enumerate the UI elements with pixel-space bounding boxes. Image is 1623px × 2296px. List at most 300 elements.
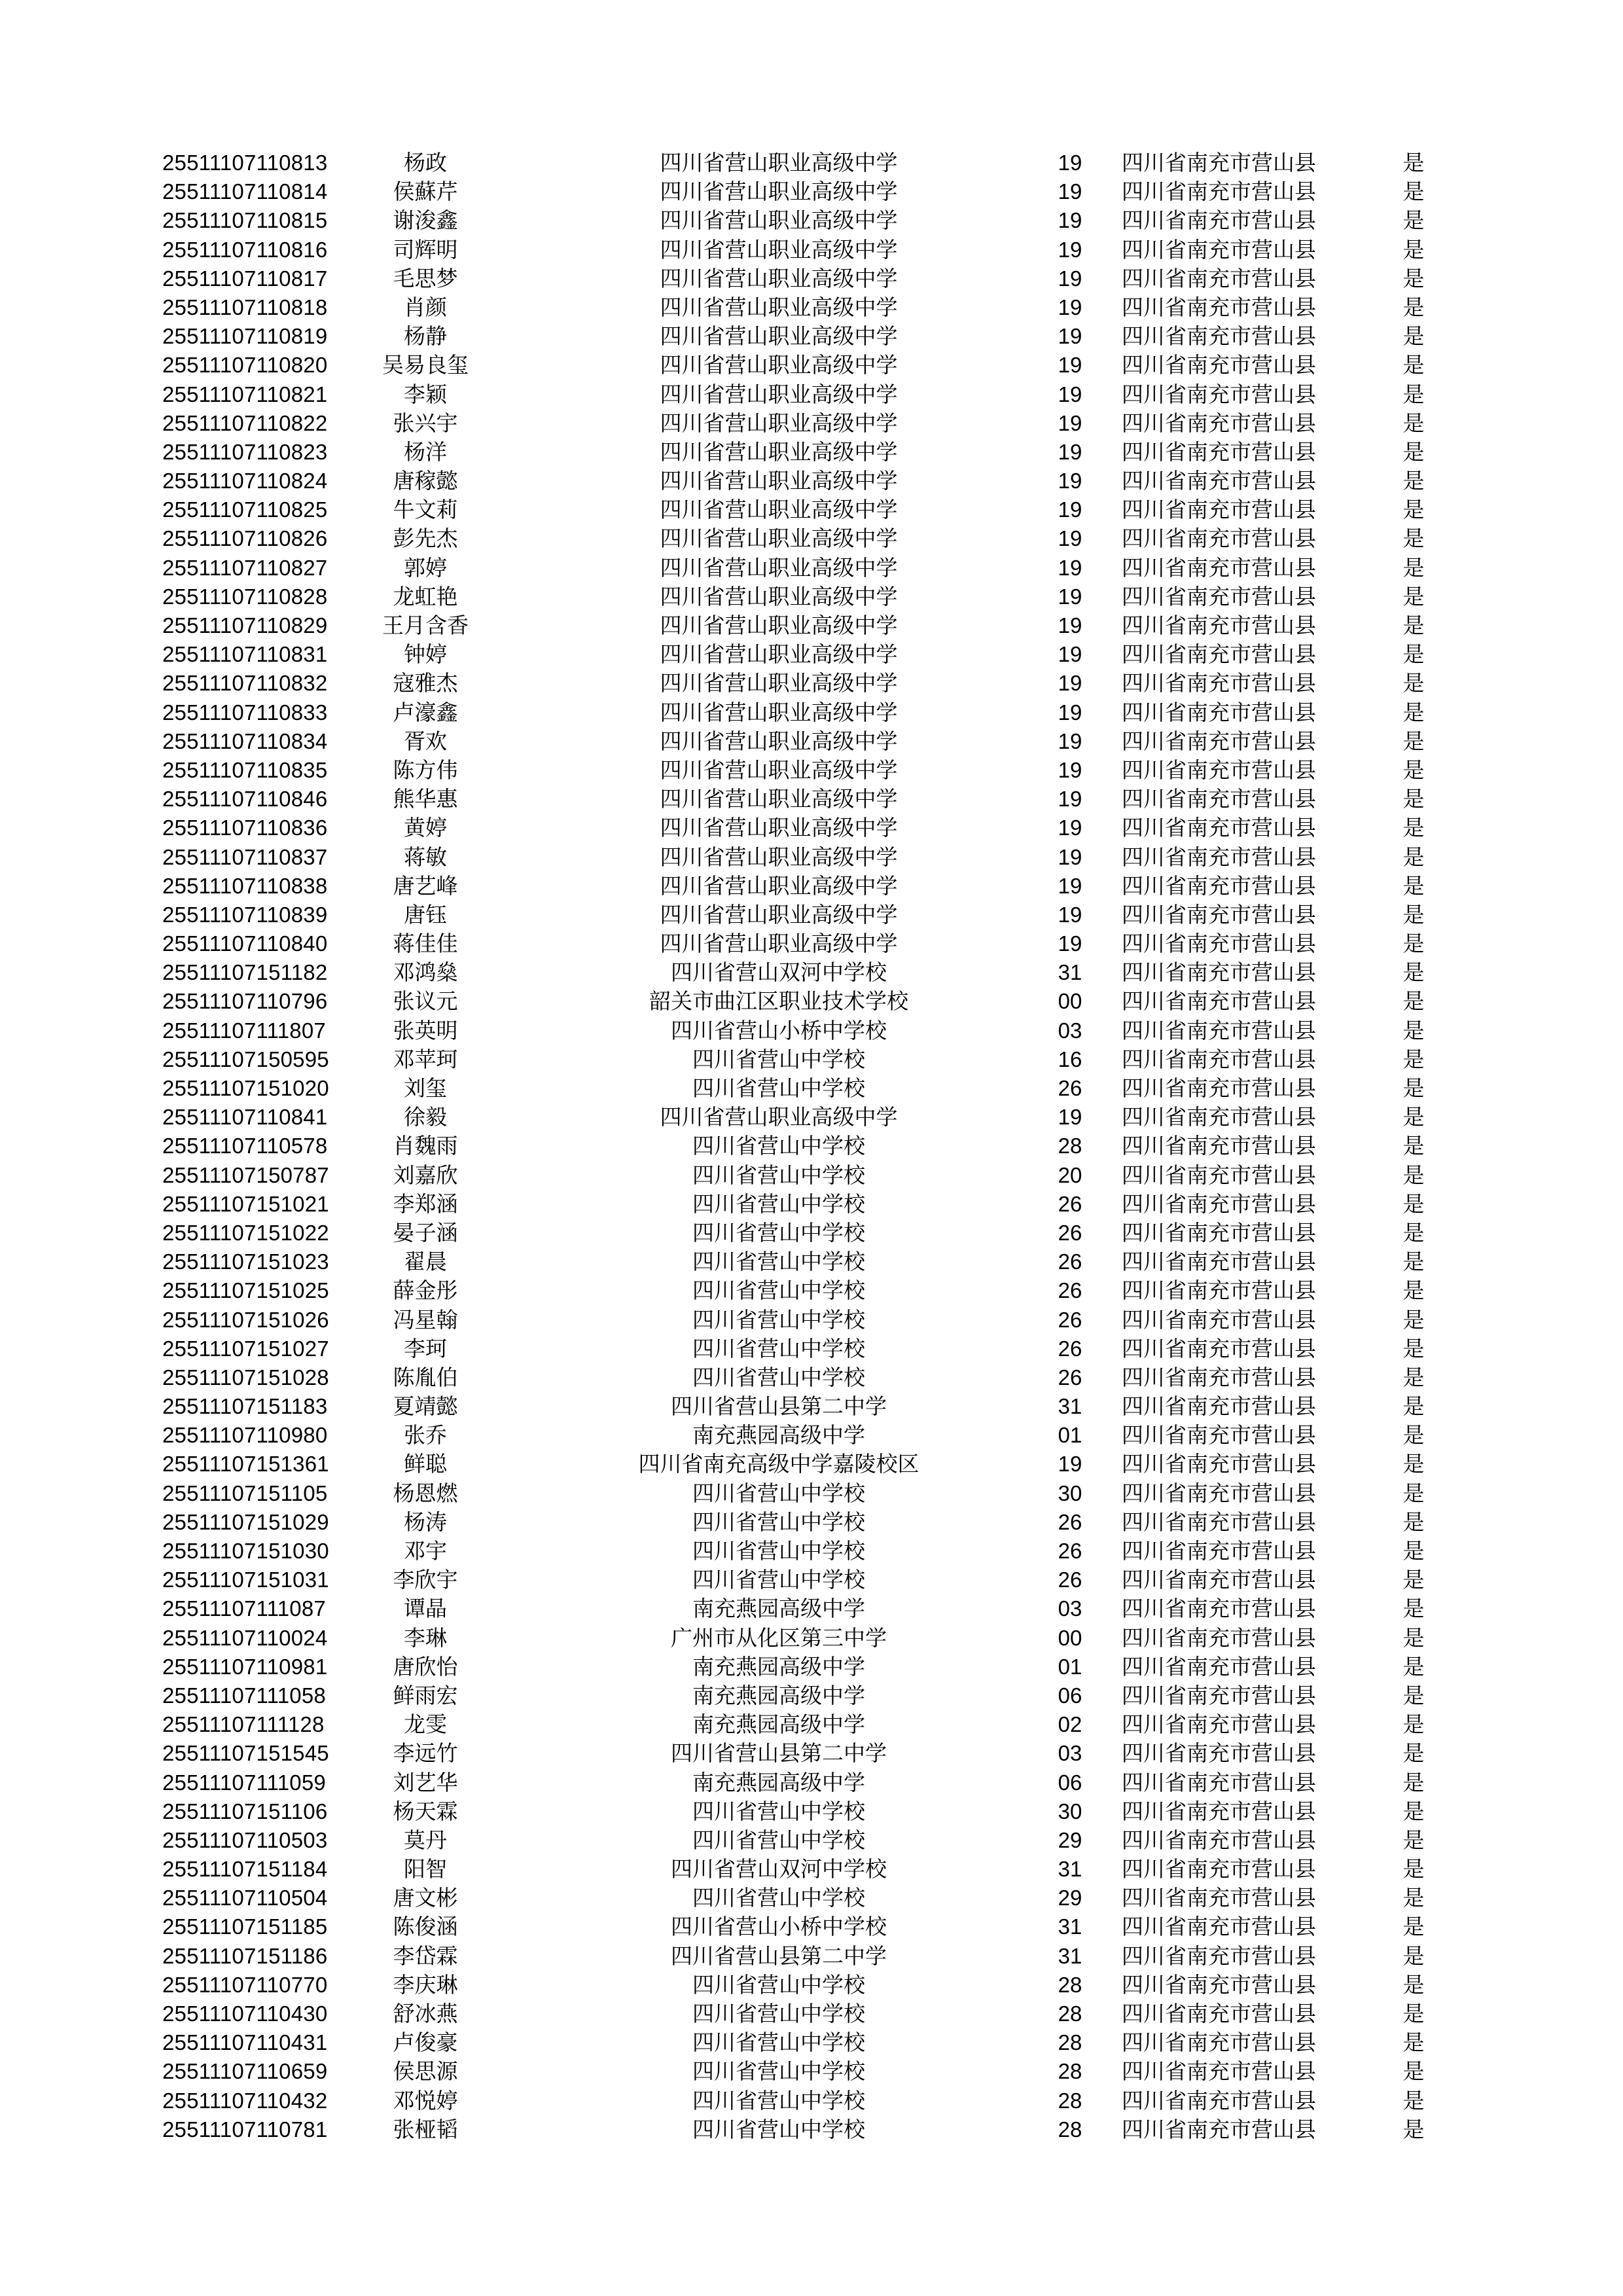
table-row (0, 322, 1623, 351)
student-id-cell: 25511107151106 (162, 1799, 328, 1823)
student-id-cell: 25511107110825 (162, 497, 328, 522)
student-name-cell: 侯蘇芹 (393, 179, 458, 205)
status-flag-cell: 是 (1402, 1769, 1425, 1795)
status-flag-cell: 是 (1402, 265, 1425, 291)
region-cell: 四川省南充市营山县 (1122, 526, 1316, 552)
status-flag-cell: 是 (1402, 207, 1425, 234)
student-id-cell: 25511107110818 (162, 295, 328, 319)
class-code-cell: 19 (1058, 266, 1082, 291)
school-name-cell: 四川省营山职业高级中学 (660, 439, 898, 465)
table-row (0, 2057, 1623, 2086)
table-row (0, 2115, 1623, 2144)
student-id-cell: 25511107110836 (162, 816, 328, 840)
student-name-cell: 李庆琳 (393, 1971, 458, 1998)
class-code-cell: 31 (1058, 1943, 1082, 1968)
table-row (0, 958, 1623, 987)
class-code-cell: 26 (1058, 1278, 1082, 1303)
table-row (0, 1739, 1623, 1768)
class-code-cell: 30 (1058, 1799, 1082, 1823)
student-name-cell: 卢濠鑫 (393, 699, 458, 725)
status-flag-cell: 是 (1402, 1596, 1425, 1622)
region-cell: 四川省南充市营山县 (1122, 207, 1316, 234)
table-row (0, 872, 1623, 901)
school-name-cell: 韶关市曲江区职业技术学校 (649, 988, 908, 1014)
school-name-cell: 南充燕园高级中学 (692, 1712, 865, 1738)
region-cell: 四川省南充市营山县 (1122, 1798, 1316, 1824)
class-code-cell: 06 (1058, 1683, 1082, 1708)
table-row (0, 1508, 1623, 1537)
student-name-cell: 舒冰燕 (393, 2001, 458, 2026)
class-code-cell: 19 (1058, 757, 1082, 782)
status-flag-cell: 是 (1402, 1422, 1425, 1448)
class-code-cell: 28 (1058, 2088, 1082, 2113)
table-row (0, 901, 1623, 929)
school-name-cell: 南充燕园高级中学 (692, 1769, 865, 1795)
student-id-cell: 25511107110839 (162, 902, 328, 927)
status-flag-cell: 是 (1402, 583, 1425, 609)
student-id-cell: 25511107151022 (162, 1220, 329, 1245)
region-cell: 四川省南充市营山县 (1122, 1335, 1316, 1361)
class-code-cell: 19 (1058, 671, 1082, 696)
class-code-cell: 26 (1058, 1307, 1082, 1332)
class-code-cell: 19 (1058, 469, 1082, 493)
student-name-cell: 唐钰 (404, 901, 447, 927)
region-cell: 四川省南充市营山县 (1122, 1133, 1316, 1159)
student-name-cell: 鲜聪 (404, 1451, 447, 1477)
region-cell: 四川省南充市营山县 (1122, 2001, 1316, 2026)
region-cell: 四川省南充市营山县 (1122, 931, 1316, 957)
status-flag-cell: 是 (1402, 1162, 1425, 1188)
region-cell: 四川省南充市营山县 (1122, 844, 1316, 870)
status-flag-cell: 是 (1402, 1393, 1425, 1420)
status-flag-cell: 是 (1402, 1335, 1425, 1361)
class-code-cell: 28 (1058, 2117, 1082, 2142)
student-id-cell: 25511107110024 (162, 1625, 328, 1650)
class-code-cell: 01 (1058, 1654, 1082, 1679)
table-row (0, 1103, 1623, 1132)
class-code-cell: 26 (1058, 1568, 1082, 1592)
school-name-cell: 四川省营山中学校 (692, 2087, 865, 2113)
student-name-cell: 徐毅 (404, 1104, 447, 1130)
student-id-cell: 25511107151186 (162, 1943, 328, 1968)
class-code-cell: 19 (1058, 1452, 1082, 1477)
status-flag-cell: 是 (1402, 1364, 1425, 1390)
status-flag-cell: 是 (1402, 2030, 1425, 2056)
region-cell: 四川省南充市营山县 (1122, 1856, 1316, 1882)
student-name-cell: 蒋敏 (404, 844, 447, 870)
school-name-cell: 四川省营山中学校 (692, 1046, 865, 1072)
class-code-cell: 30 (1058, 1480, 1082, 1505)
student-id-cell: 25511107111128 (162, 1712, 325, 1737)
table-row (0, 1016, 1623, 1045)
class-code-cell: 19 (1058, 873, 1082, 898)
table-row (0, 929, 1623, 958)
student-id-cell: 25511107151021 (162, 1191, 329, 1216)
student-name-cell: 刘嘉欣 (393, 1162, 458, 1188)
table-row (0, 814, 1623, 842)
student-id-cell: 25511107110980 (162, 1423, 328, 1448)
class-code-cell: 19 (1058, 295, 1082, 319)
status-flag-cell: 是 (1402, 1653, 1425, 1679)
status-flag-cell: 是 (1402, 381, 1425, 407)
school-name-cell: 四川省营山中学校 (692, 2116, 865, 2142)
student-name-cell: 邓苹珂 (393, 1046, 458, 1072)
student-id-cell: 25511107151182 (162, 960, 328, 985)
school-name-cell: 四川省营山中学校 (692, 1971, 865, 1998)
region-cell: 四川省南充市营山县 (1122, 786, 1316, 812)
student-id-cell: 25511107110838 (162, 873, 328, 898)
region-cell: 四川省南充市营山县 (1122, 1451, 1316, 1477)
region-cell: 四川省南充市营山县 (1122, 1249, 1316, 1275)
school-name-cell: 四川省营山县第二中学 (671, 1740, 887, 1767)
table-row (0, 438, 1623, 467)
student-name-cell: 阳智 (404, 1856, 447, 1882)
student-id-cell: 25511107111058 (162, 1683, 326, 1708)
status-flag-cell: 是 (1402, 526, 1425, 552)
table-row (0, 1942, 1623, 1971)
student-id-cell: 25511107110821 (162, 382, 328, 406)
school-name-cell: 南充燕园高级中学 (692, 1422, 865, 1448)
class-code-cell: 19 (1058, 816, 1082, 840)
region-cell: 四川省南充市营山县 (1122, 1914, 1316, 1940)
table-row (0, 1074, 1623, 1103)
region-cell: 四川省南充市营山县 (1122, 1509, 1316, 1535)
class-code-cell: 26 (1058, 1220, 1082, 1245)
table-row (0, 1335, 1623, 1363)
table-row (0, 2000, 1623, 2028)
status-flag-cell: 是 (1402, 1191, 1425, 1217)
table-row (0, 1537, 1623, 1566)
class-code-cell: 20 (1058, 1162, 1082, 1187)
table-row (0, 1826, 1623, 1855)
status-flag-cell: 是 (1402, 901, 1425, 927)
table-row (0, 206, 1623, 235)
student-name-cell: 张议元 (393, 988, 458, 1014)
student-id-cell: 25511107110823 (162, 439, 328, 464)
class-code-cell: 28 (1058, 2001, 1082, 2026)
school-name-cell: 四川省营山职业高级中学 (660, 931, 898, 957)
school-name-cell: 四川省营山职业高级中学 (660, 294, 898, 320)
status-flag-cell: 是 (1402, 410, 1425, 436)
student-name-cell: 杨天霖 (393, 1798, 458, 1824)
student-name-cell: 杨静 (404, 323, 447, 350)
school-name-cell: 南充燕园高级中学 (692, 1653, 865, 1679)
table-row (0, 640, 1623, 669)
table-row (0, 1045, 1623, 1074)
status-flag-cell: 是 (1402, 1971, 1425, 1998)
student-id-cell: 25511107150787 (162, 1162, 329, 1187)
student-name-cell: 张英明 (393, 1017, 458, 1043)
region-cell: 四川省南充市营山县 (1122, 1769, 1316, 1795)
student-name-cell: 刘玺 (404, 1075, 447, 1101)
school-name-cell: 四川省营山中学校 (692, 1249, 865, 1275)
status-flag-cell: 是 (1402, 323, 1425, 350)
student-id-cell: 25511107110835 (162, 757, 328, 782)
region-cell: 四川省南充市营山县 (1122, 1827, 1316, 1853)
status-flag-cell: 是 (1402, 1827, 1425, 1853)
student-id-cell: 25511107151020 (162, 1076, 329, 1100)
table-row (0, 843, 1623, 872)
student-name-cell: 张兴宇 (393, 410, 458, 436)
region-cell: 四川省南充市营山县 (1122, 352, 1316, 378)
school-name-cell: 四川省营山职业高级中学 (660, 497, 898, 523)
status-flag-cell: 是 (1402, 179, 1425, 205)
region-cell: 四川省南充市营山县 (1122, 901, 1316, 927)
student-name-cell: 蒋佳佳 (393, 931, 458, 957)
school-name-cell: 四川省营山中学校 (692, 2058, 865, 2085)
region-cell: 四川省南充市营山县 (1122, 2058, 1316, 2085)
school-name-cell: 四川省营山职业高级中学 (660, 410, 898, 436)
table-row (0, 1971, 1623, 2000)
student-id-cell: 25511107110770 (162, 1972, 328, 1997)
table-row (0, 1710, 1623, 1739)
student-name-cell: 彭先杰 (393, 526, 458, 552)
table-row (0, 554, 1623, 583)
region-cell: 四川省南充市营山县 (1122, 439, 1316, 465)
region-cell: 四川省南充市营山县 (1122, 872, 1316, 899)
student-id-cell: 25511107151031 (162, 1568, 329, 1592)
school-name-cell: 四川省营山职业高级中学 (660, 901, 898, 927)
student-id-cell: 25511107110819 (162, 324, 328, 349)
region-cell: 四川省南充市营山县 (1122, 1480, 1316, 1506)
student-name-cell: 李琳 (404, 1624, 447, 1651)
status-flag-cell: 是 (1402, 641, 1425, 668)
student-id-cell: 25511107110813 (162, 151, 328, 175)
student-name-cell: 肖颜 (404, 294, 447, 320)
region-cell: 四川省南充市营山县 (1122, 265, 1316, 291)
table-row (0, 2028, 1623, 2057)
student-name-cell: 晏子涵 (393, 1219, 458, 1246)
class-code-cell: 19 (1058, 613, 1082, 637)
school-name-cell: 四川省营山双河中学校 (671, 1856, 887, 1882)
school-name-cell: 四川省营山中学校 (692, 1075, 865, 1101)
student-name-cell: 胥欢 (404, 728, 447, 754)
table-row (0, 1247, 1623, 1276)
status-flag-cell: 是 (1402, 1856, 1425, 1882)
table-row (0, 698, 1623, 727)
region-cell: 四川省南充市营山县 (1122, 236, 1316, 262)
class-code-cell: 29 (1058, 1886, 1082, 1910)
class-code-cell: 01 (1058, 1423, 1082, 1448)
school-name-cell: 四川省营山县第二中学 (671, 1943, 887, 1969)
student-name-cell: 李郑涵 (393, 1191, 458, 1217)
class-code-cell: 19 (1058, 497, 1082, 522)
school-name-cell: 四川省营山中学校 (692, 1480, 865, 1506)
status-flag-cell: 是 (1402, 1046, 1425, 1072)
table-row (0, 293, 1623, 322)
status-flag-cell: 是 (1402, 1278, 1425, 1304)
student-id-cell: 25511107151026 (162, 1307, 329, 1332)
status-flag-cell: 是 (1402, 815, 1425, 841)
school-name-cell: 四川省营山中学校 (692, 1567, 865, 1593)
student-id-cell: 25511107110796 (162, 989, 328, 1014)
class-code-cell: 19 (1058, 151, 1082, 175)
region-cell: 四川省南充市营山县 (1122, 410, 1316, 436)
class-code-cell: 03 (1058, 1596, 1082, 1621)
student-name-cell: 杨洋 (404, 439, 447, 465)
school-name-cell: 四川省营山职业高级中学 (660, 699, 898, 725)
status-flag-cell: 是 (1402, 1624, 1425, 1651)
student-name-cell: 杨涛 (404, 1509, 447, 1535)
class-code-cell: 19 (1058, 555, 1082, 580)
region-cell: 四川省南充市营山县 (1122, 1306, 1316, 1333)
student-name-cell: 夏靖懿 (393, 1393, 458, 1420)
table-row (0, 1884, 1623, 1912)
class-code-cell: 19 (1058, 526, 1082, 551)
student-name-cell: 李岱霖 (393, 1943, 458, 1969)
class-code-cell: 19 (1058, 1105, 1082, 1130)
table-row (0, 1768, 1623, 1797)
region-cell: 四川省南充市营山县 (1122, 988, 1316, 1014)
student-id-cell: 25511107110834 (162, 728, 328, 753)
student-id-cell: 25511107110503 (162, 1827, 328, 1852)
student-id-cell: 25511107110829 (162, 613, 328, 637)
table-row (0, 1306, 1623, 1335)
status-flag-cell: 是 (1402, 931, 1425, 957)
class-code-cell: 03 (1058, 1741, 1082, 1766)
region-cell: 四川省南充市营山县 (1122, 1422, 1316, 1448)
student-roster-table (0, 149, 1623, 2144)
student-id-cell: 25511107151545 (162, 1741, 329, 1766)
student-name-cell: 李远竹 (393, 1740, 458, 1767)
school-name-cell: 四川省营山小桥中学校 (671, 1914, 887, 1940)
student-id-cell: 25511107151185 (162, 1914, 328, 1939)
table-row (0, 785, 1623, 814)
student-name-cell: 龙虹艳 (393, 583, 458, 609)
region-cell: 四川省南充市营山县 (1122, 1653, 1316, 1679)
student-name-cell: 龙雯 (404, 1712, 447, 1738)
student-name-cell: 陈俊涵 (393, 1914, 458, 1940)
status-flag-cell: 是 (1402, 2116, 1425, 2142)
class-code-cell: 28 (1058, 1134, 1082, 1158)
status-flag-cell: 是 (1402, 728, 1425, 754)
table-row (0, 409, 1623, 438)
status-flag-cell: 是 (1402, 1740, 1425, 1767)
table-row (0, 380, 1623, 409)
region-cell: 四川省南充市营山县 (1122, 294, 1316, 320)
table-row (0, 1363, 1623, 1392)
table-row (0, 1681, 1623, 1710)
status-flag-cell: 是 (1402, 352, 1425, 378)
school-name-cell: 四川省营山中学校 (692, 1191, 865, 1217)
region-cell: 四川省南充市营山县 (1122, 1046, 1316, 1072)
region-cell: 四川省南充市营山县 (1122, 2116, 1316, 2142)
student-name-cell: 邓宇 (404, 1538, 447, 1564)
class-code-cell: 06 (1058, 1770, 1082, 1795)
class-code-cell: 26 (1058, 1076, 1082, 1100)
student-name-cell: 杨恩燃 (393, 1480, 458, 1506)
school-name-cell: 四川省营山中学校 (692, 2030, 865, 2056)
class-code-cell: 26 (1058, 1365, 1082, 1390)
status-flag-cell: 是 (1402, 1306, 1425, 1333)
student-id-cell: 25511107110816 (162, 237, 328, 262)
status-flag-cell: 是 (1402, 150, 1425, 175)
table-row (0, 727, 1623, 756)
school-name-cell: 四川省营山职业高级中学 (660, 613, 898, 638)
school-name-cell: 四川省营山职业高级中学 (660, 1104, 898, 1130)
table-row (0, 236, 1623, 264)
student-name-cell: 邓悦婷 (393, 2087, 458, 2113)
class-code-cell: 26 (1058, 1191, 1082, 1216)
student-id-cell: 25511107110820 (162, 353, 328, 378)
school-name-cell: 四川省营山职业高级中学 (660, 670, 898, 696)
region-cell: 四川省南充市营山县 (1122, 815, 1316, 841)
class-code-cell: 19 (1058, 642, 1082, 667)
region-cell: 四川省南充市营山县 (1122, 641, 1316, 668)
school-name-cell: 四川省营山县第二中学 (671, 1393, 887, 1420)
student-id-cell: 25511107110432 (162, 2088, 328, 2113)
table-row (0, 1421, 1623, 1450)
student-name-cell: 黄婷 (404, 815, 447, 841)
region-cell: 四川省南充市营山县 (1122, 1567, 1316, 1593)
class-code-cell: 19 (1058, 179, 1082, 204)
status-flag-cell: 是 (1402, 1682, 1425, 1708)
status-flag-cell: 是 (1402, 1914, 1425, 1940)
student-id-cell: 25511107110831 (162, 642, 328, 667)
region-cell: 四川省南充市营山县 (1122, 1162, 1316, 1188)
school-name-cell: 南充燕园高级中学 (692, 1596, 865, 1622)
class-code-cell: 19 (1058, 728, 1082, 753)
student-name-cell: 翟晨 (404, 1249, 447, 1275)
student-name-cell: 杨政 (404, 150, 447, 175)
table-row (0, 177, 1623, 206)
student-name-cell: 谭晶 (404, 1596, 447, 1622)
status-flag-cell: 是 (1402, 2058, 1425, 2085)
student-id-cell: 25511107151183 (162, 1394, 328, 1419)
region-cell: 四川省南充市营山县 (1122, 960, 1316, 986)
table-row (0, 264, 1623, 293)
school-name-cell: 四川省南充高级中学嘉陵校区 (638, 1451, 919, 1477)
table-row (0, 524, 1623, 553)
class-code-cell: 28 (1058, 2059, 1082, 2084)
class-code-cell: 19 (1058, 353, 1082, 378)
student-name-cell: 薛金彤 (393, 1278, 458, 1304)
status-flag-cell: 是 (1402, 613, 1425, 638)
table-row (0, 1624, 1623, 1653)
region-cell: 四川省南充市营山县 (1122, 613, 1316, 638)
student-id-cell: 25511107110781 (162, 2117, 328, 2142)
student-id-cell: 25511107110840 (162, 931, 328, 956)
student-name-cell: 刘艺华 (393, 1769, 458, 1795)
student-id-cell: 25511107110430 (162, 2001, 328, 2026)
class-code-cell: 19 (1058, 382, 1082, 406)
table-row (0, 1190, 1623, 1219)
school-name-cell: 四川省营山职业高级中学 (660, 236, 898, 262)
class-code-cell: 26 (1058, 1509, 1082, 1534)
school-name-cell: 四川省营山中学校 (692, 1364, 865, 1390)
class-code-cell: 16 (1058, 1047, 1082, 1071)
class-code-cell: 00 (1058, 989, 1082, 1014)
student-id-cell: 25511107151025 (162, 1278, 329, 1303)
student-id-cell: 25511107110981 (162, 1654, 328, 1679)
student-name-cell: 鲜雨宏 (393, 1682, 458, 1708)
table-row (0, 987, 1623, 1016)
table-row (0, 756, 1623, 785)
student-id-cell: 25511107110832 (162, 671, 328, 696)
table-row (0, 1132, 1623, 1160)
status-flag-cell: 是 (1402, 1104, 1425, 1130)
school-name-cell: 四川省营山中学校 (692, 1306, 865, 1333)
school-name-cell: 四川省营山职业高级中学 (660, 323, 898, 350)
class-code-cell: 26 (1058, 1249, 1082, 1274)
status-flag-cell: 是 (1402, 1798, 1425, 1824)
region-cell: 四川省南充市营山县 (1122, 1191, 1316, 1217)
student-name-cell: 卢俊豪 (393, 2030, 458, 2056)
region-cell: 四川省南充市营山县 (1122, 757, 1316, 783)
student-name-cell: 唐艺峰 (393, 872, 458, 899)
class-code-cell: 19 (1058, 208, 1082, 233)
school-name-cell: 四川省营山职业高级中学 (660, 381, 898, 407)
